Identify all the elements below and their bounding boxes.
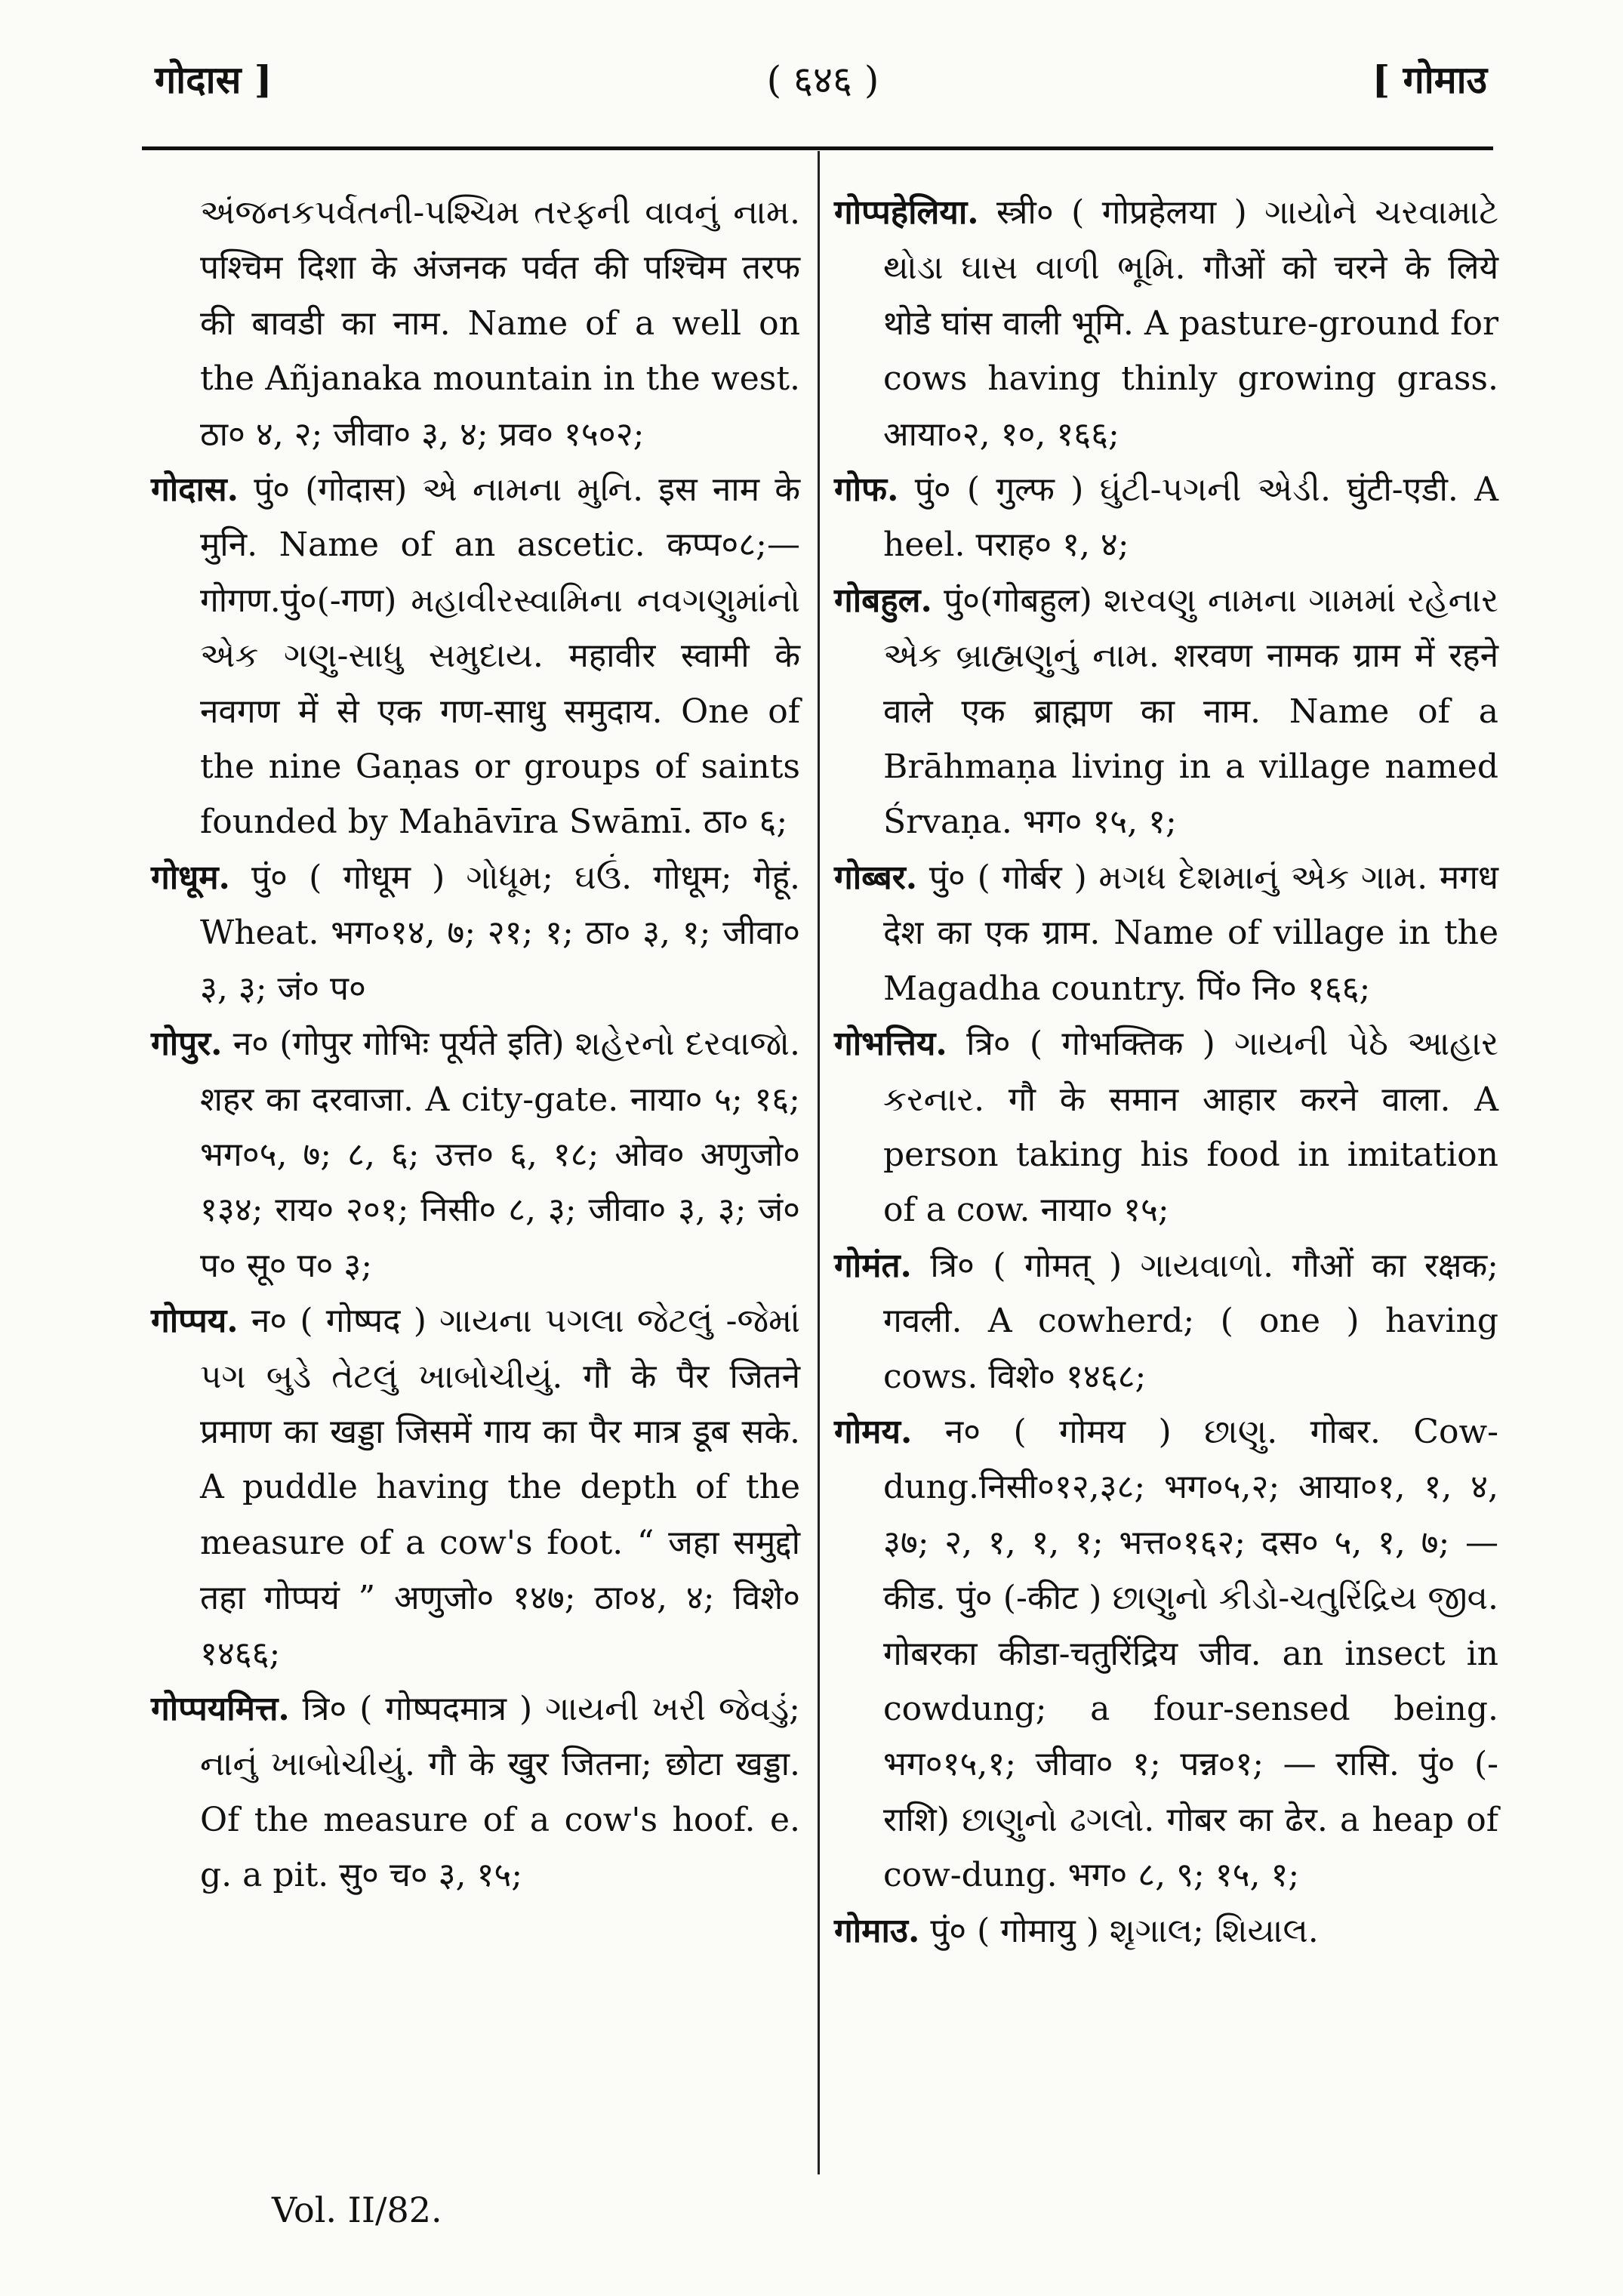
entry-headword: गोप्पयमित्त.: [151, 1689, 290, 1728]
entry-body: त्रि० ( गोष्पदमात्र ) ગાયની ખરી જેવડું; નાનું ખાબોચીયું. गौ के खुर जितना; छोटा खड्डा. Of the measure of a cow's hoof. e. g. a pit. सु० च० ३, १५;: [200, 1689, 800, 1895]
dictionary-entry: [834, 1238, 1498, 1404]
entry-headword: गोब्बर.: [834, 858, 918, 897]
dictionary-entry: [834, 1903, 1498, 1959]
entry-headword: गोदास.: [151, 470, 239, 510]
header-rule: [142, 146, 1493, 150]
dictionary-entry: [151, 1016, 800, 1293]
right-column: [834, 185, 1498, 1959]
entry-headword: गोफ.: [834, 470, 899, 510]
header-left-guideword: गोदास ]: [155, 57, 273, 102]
entry-body: पुं० ( गोधूम ) ગોધૂમ; ઘઉં. गोधूम; गेहूं. Wheat. भग०१४, ७; २१; १; ठा० ३, १; जीवा० ३, ३; जं० प०: [200, 858, 800, 1008]
dictionary-entry: [151, 1293, 800, 1681]
entry-body: न० ( गोमय ) છાણુ. गोबर. Cow-dung.निसी०१२,३८; भग०५,२; आया०१, १, ४, ३७; २, १, १, १; भत्त०१६२; दस० ५, १, ७; —कीड. पुं० (-कीट ) છાણુનો કીડો-ચતુરિંદ્રિય જીવ. गोबरका कीडा-चतुरिंद्रिय जीव. an insect in cowdung; a four-sensed being. भग०१५,१; जीवा० १; पन्न०१; — रासि. पुं० (-राशि) છાણુનો ઢગલો. गोबर का ढेर. a heap of cow-dung. भग० ८, ९; १५, १;: [883, 1412, 1498, 1895]
dictionary-entry: [834, 573, 1498, 850]
entry-body: पुं० ( गोमायु ) શૃગાલ; શિયાલ.: [930, 1911, 1319, 1950]
dictionary-entry: [834, 1404, 1498, 1903]
entry-headword: गोपुर.: [151, 1025, 223, 1064]
entry-body: पुं० (गोदास) એ નામના મુનિ. इस नाम के मुनि. Name of an ascetic. कप्प०८;—गोगण.पुं०(-गण) મહાવીરસ્વામિના નવગણુમાંનો એક ગણુ-સાધુ સમુદાય. महावीर स्वामी के नवगण में से एक गण-साधु समुदाय. One of the nine Gaṇas or groups of saints founded by Mahāvīra Swāmī. ठा० ६;: [200, 470, 800, 842]
left-column: [151, 185, 800, 1903]
entry-headword: गोधूम.: [151, 858, 230, 897]
entry-body: न० ( गोष्पद ) ગાયના પગલા જેટલું -જેમાં પગ બુડે તેટલું ખાબોચીયું. गौ के पैर जितने प्रमाण का खड्डा जिसमें गाय का पैर मात्र डूब सके. A puddle having the depth of the measure of a cow's foot. “ जहा समुद्दो तहा गोप्पयं ” अणुजो० १४७; ठा०४, ४; विशे० १४६६;: [200, 1302, 800, 1673]
entry-headword: गोप्पय.: [151, 1302, 239, 1341]
dictionary-entry: [834, 1016, 1498, 1238]
entry-body: त्रि० ( गोभक्तिक ) ગાયની પેઠે આહાર કરનાર. गौ के समान आहार करने वाला. A person taking his food in imitation of a cow. नाया० १५;: [883, 1025, 1498, 1230]
entry-headword: गोभत्तिय.: [834, 1025, 947, 1064]
entry-body: स्त्री० ( गोप्रहेलया ) ગાયોને ચરવામાટે થોડા ઘાસ વાળી ભૂમિ. गौओं को चरने के लिये थोडे घांस वाली भूमि. A pasture-ground for cows having thinly growing grass. आया०२, १०, १६६;: [883, 193, 1498, 454]
page-number: ( ६४६ ): [766, 58, 879, 102]
column-divider: [818, 151, 820, 2174]
dictionary-entry: [834, 462, 1498, 573]
entry-headword: गोमाउ.: [834, 1911, 920, 1950]
entry-headword: गोप्पहेलिया.: [834, 193, 979, 232]
volume-footer: Vol. II/82.: [272, 2190, 442, 2230]
dictionary-entry: [834, 850, 1498, 1016]
entry-body: त्रि० ( गोमत् ) ગાયવાળો. गौओं का रक्षक; गवली. A cowherd; ( one ) having cows. विशे० १४६८;: [883, 1246, 1498, 1396]
entry-body: पुं० ( गोर्बर ) મગધ દેશમાનું એક ગામ. मगध देश का एक ग्राम. Name of village in the Magadha country. पिं० नि० १६६;: [883, 858, 1498, 1008]
dictionary-entry: [151, 850, 800, 1016]
entry-headword: गोबहुल.: [834, 581, 932, 620]
entry-body: पुं० ( गुल्फ ) ઘુંટી-પગની એડી. घुंटी-एडी. A heel. पराह० १, ४;: [883, 470, 1498, 565]
header-right-guideword: [ गोमाउ: [1372, 57, 1487, 102]
entry-headword: गोमंत.: [834, 1246, 912, 1285]
entry-body: पुं०(गोबहुल) શરવણુ નામના ગામમાં રહેનાર એક બ્રાહ્મણુનું નામ. शरवण नामक ग्राम में रहने वाले एक ब्राह्मण का नाम. Name of a Brāhmaṇa living in a village named Śrvaṇa. भग० १५, १;: [883, 581, 1498, 842]
dictionary-entry: [151, 462, 800, 850]
continued-entry-text: અંજનકપર્વતની-પશ્ચિમ તરફની વાવનું નામ. पश्चिम दिशा के अंजनक पर्वत की पश्चिम तरफ की बावडी का नाम. Name of a well on the Añjanaka mountain in the west. ठा० ४, २; जीवा० ३, ४; प्रव० १५०२;: [200, 193, 800, 454]
dictionary-entry: [834, 185, 1498, 462]
entry-headword: गोमय.: [834, 1412, 913, 1451]
dictionary-entry: [151, 1681, 800, 1903]
entry-body: न० (गोपुर गोभिः पूर्यते इति) શહેરનો દરવાજો. शहर का दरवाजा. A city-gate. नाया० ५; १६; भग०५, ७; ८, ६; उत्त० ६, १८; ओव० अणुजो० १३४; राय० २०१; निसी० ८, ३; जीवा० ३, ३; जं० प० सू० प० ३;: [200, 1025, 800, 1285]
